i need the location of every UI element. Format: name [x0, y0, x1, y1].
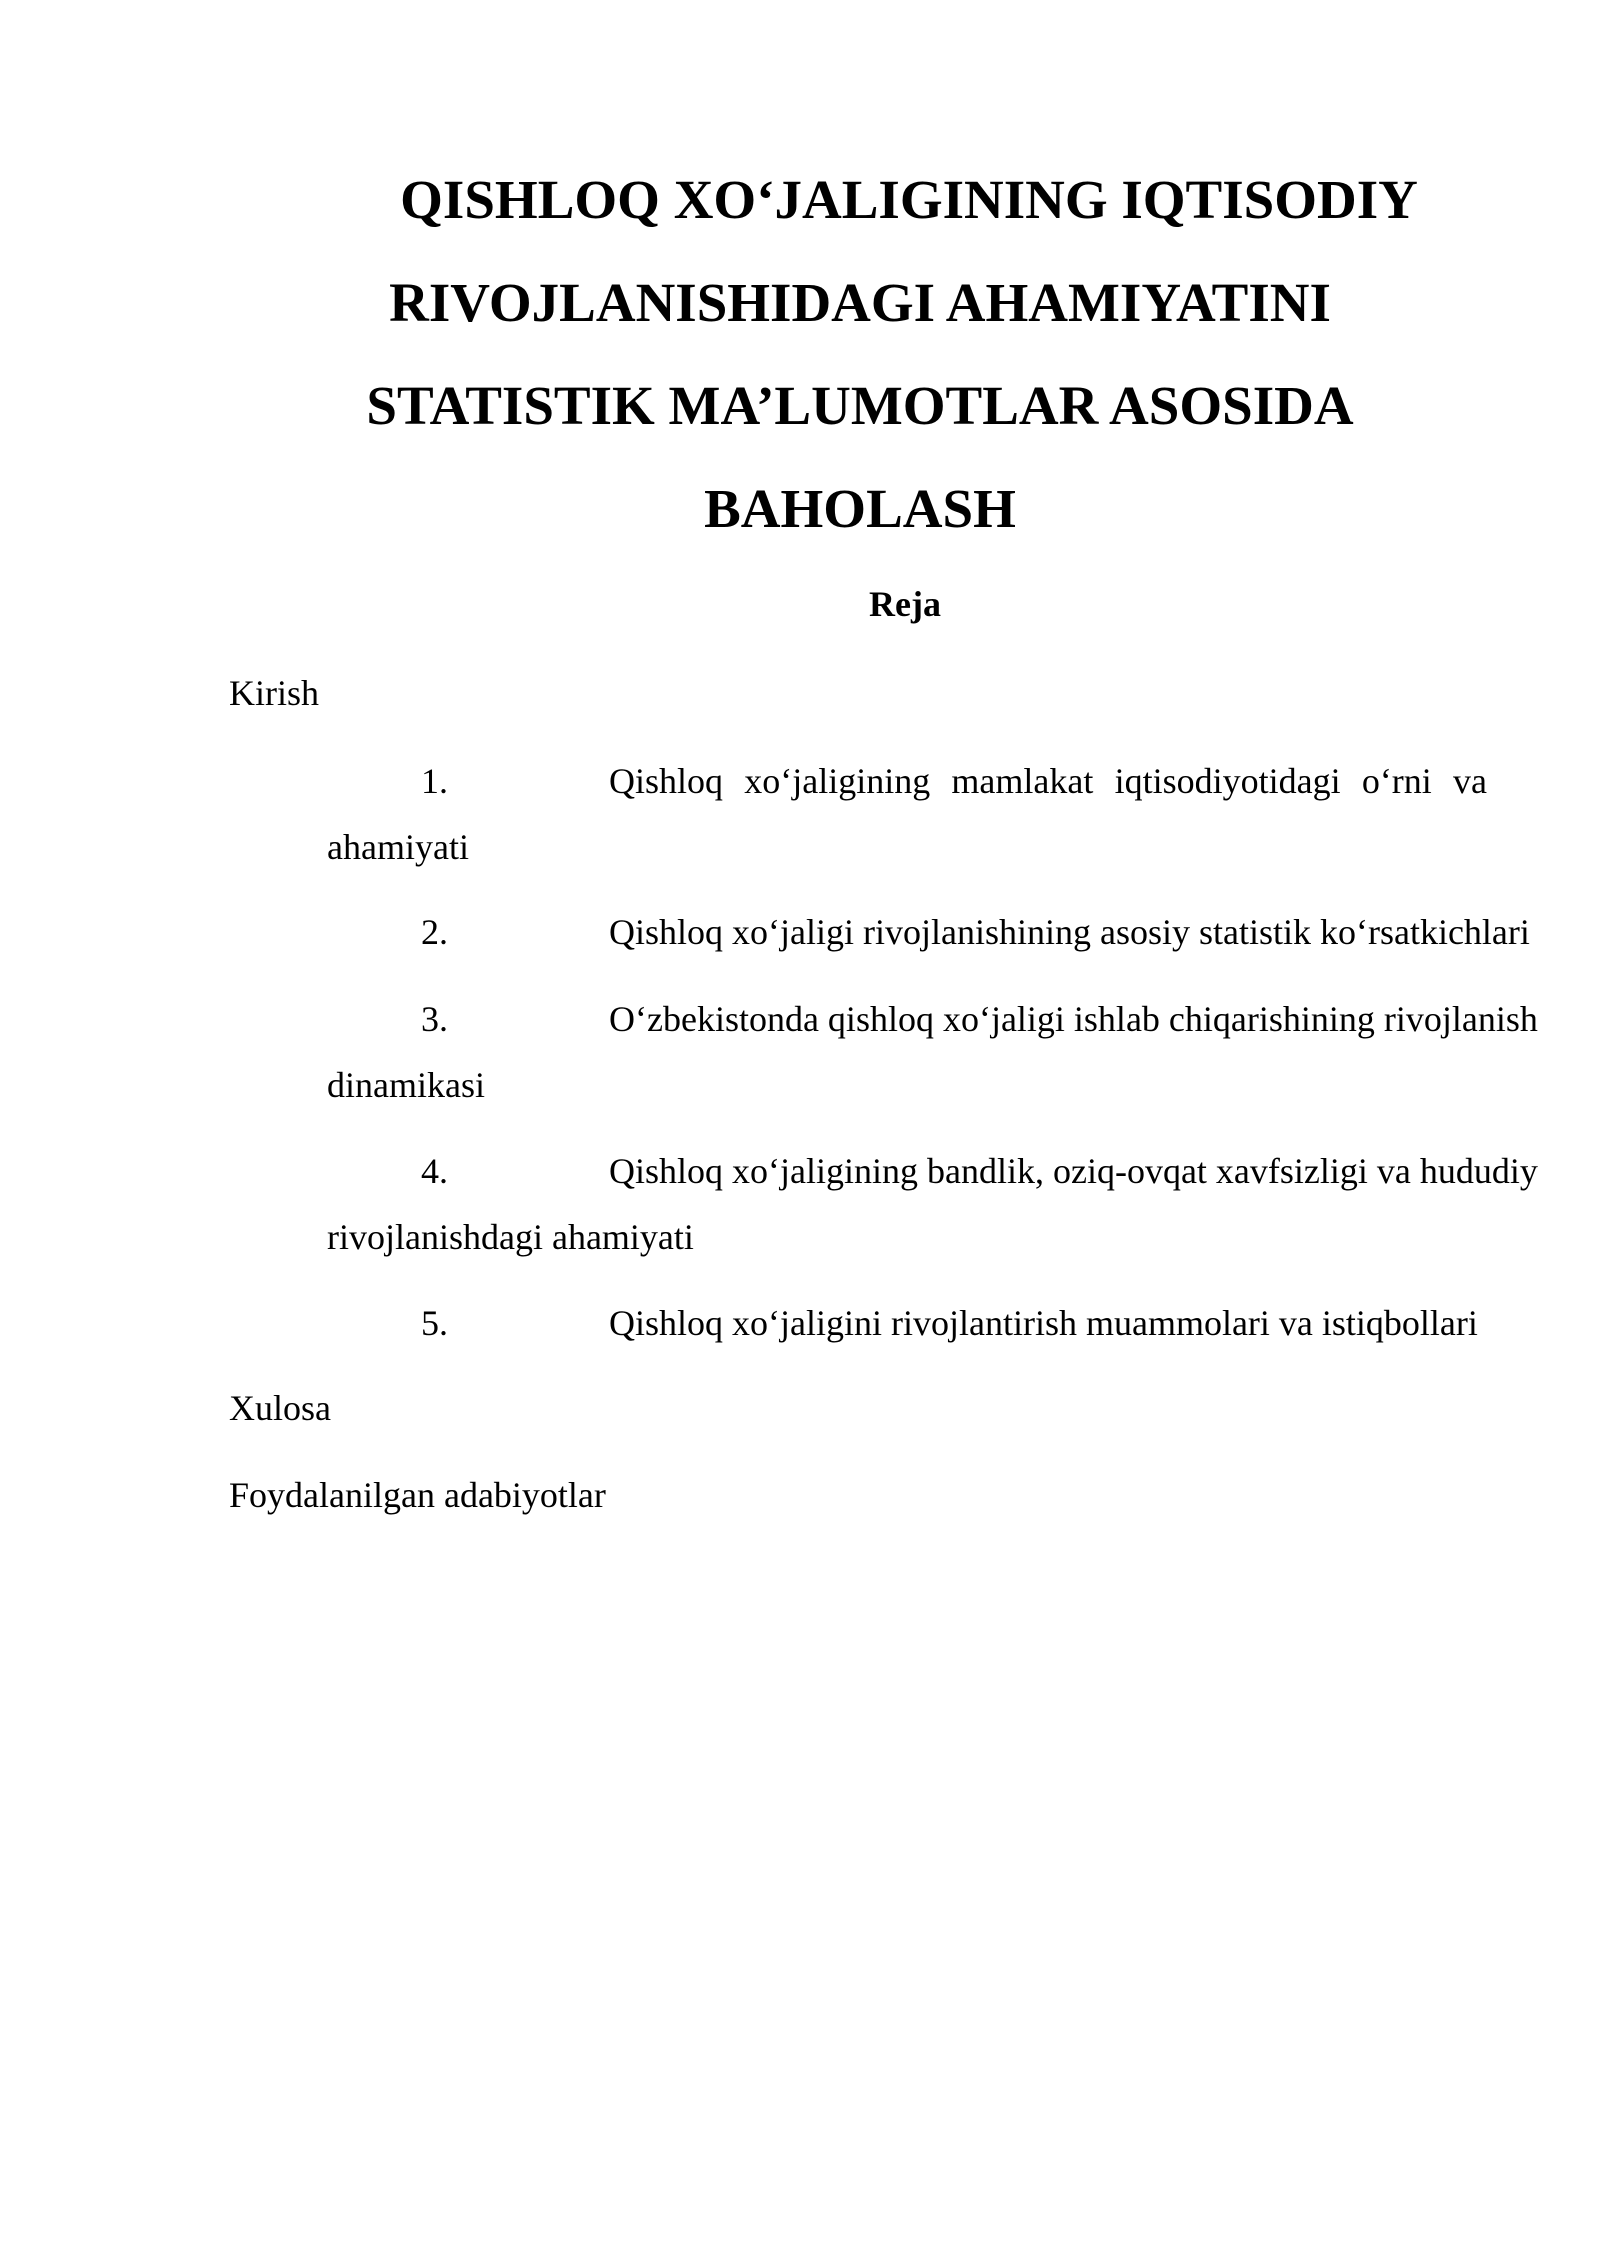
plan-item-number: 2. [421, 912, 448, 952]
plan-item-continuation: dinamikasi [327, 1065, 485, 1105]
plan-item-text: Qishloq xo‘jaligining mamlakat iqtisodiyotidagi o‘rni va [609, 761, 1487, 801]
title-line-4: BAHOLASH [704, 478, 1016, 539]
plan-item [327, 1290, 1487, 1356]
intro-label: Kirish [229, 673, 319, 713]
plan-item [327, 899, 1530, 965]
plan-item-number: 3. [421, 999, 448, 1039]
plan-item [327, 986, 1538, 1118]
plan-item-text: O‘zbekistonda qishloq xo‘jaligi ishlab chiqarishining rivojlanish [609, 999, 1538, 1039]
title-line-1: QISHLOQ XO‘JALIGINING IQTISODIY [400, 169, 1418, 230]
document-title [300, 148, 1420, 560]
title-line-2: RIVOJLANISHIDAGI AHAMIYATINI [389, 272, 1331, 333]
plan-item-number: 4. [421, 1151, 448, 1191]
plan-item-number: 1. [421, 761, 448, 801]
title-line-3: STATISTIK MA’LUMOTLAR ASOSIDA [366, 375, 1354, 436]
plan-heading: Reja [869, 584, 941, 624]
references-label: Foydalanilgan adabiyotlar [229, 1475, 606, 1515]
plan-item [327, 748, 1487, 880]
plan-item-continuation: rivojlanishdagi ahamiyati [327, 1217, 694, 1257]
conclusion-label: Xulosa [229, 1388, 331, 1428]
plan-item-text: Qishloq xo‘jaligi rivojlanishining asosiy statistik ko‘rsatkichlari [609, 912, 1530, 952]
plan-item-text: Qishloq xo‘jaligining bandlik, oziq-ovqat xavfsizligi va hududiy [609, 1151, 1538, 1191]
plan-item-text: Qishloq xo‘jaligini rivojlantirish muammolari va istiqbollari [609, 1303, 1478, 1343]
plan-item-number: 5. [421, 1303, 448, 1343]
plan-item [327, 1138, 1538, 1270]
plan-item-continuation: ahamiyati [327, 827, 469, 867]
